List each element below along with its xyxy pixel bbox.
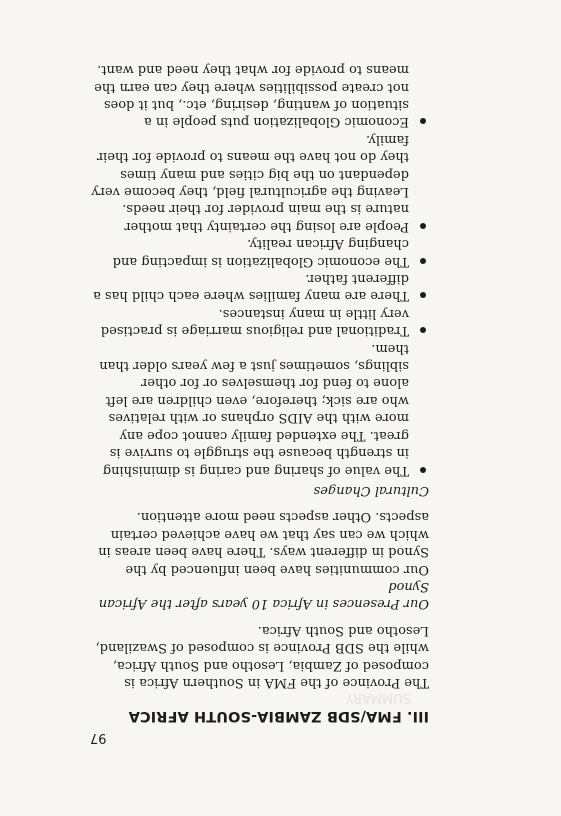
bullet-icon — [420, 258, 426, 264]
bullet-icon — [420, 223, 426, 229]
list-item: There are many families where each child has a different father. — [89, 270, 429, 305]
list-item: The value of sharing and caring is diminishing in strength because the struggle to survive is great. The extended family cannot cope any more with the AIDS orphans or with relatives who are sick; therefore, even children are left alone to fend for themselves or for other siblings, sometimes just a few years older than them. — [89, 339, 429, 478]
page-content — [89, 61, 429, 724]
bullet-icon — [420, 118, 426, 124]
bullet-icon — [420, 327, 426, 333]
list-item: The economic Globalization is impacting and changing African reality. — [89, 235, 429, 270]
presence-subheading: Our Presences in Africa 10 years after the African Synod — [98, 578, 429, 612]
cultural-changes-subheading: Cultural Changes — [313, 482, 429, 498]
bullet-icon — [420, 292, 426, 298]
presence-paragraph: Our communities have been influenced by the Synod in different ways. There have been areas in which we can say that we have achieved certain aspects. Other aspects need more attention. — [98, 509, 429, 577]
bleed-through-text: SUMMARY — [345, 690, 411, 705]
cultural-changes-list — [89, 61, 429, 479]
bullet-icon — [420, 467, 426, 473]
list-item: People are losing the certainty that mother nature is the main provider for their needs. Leaving the agricultural field, they become very dependant on the big cities and many times they do not have the means to provide for their family. — [89, 130, 429, 234]
list-item: Traditional and religious marriage is practised very little in many instances. — [89, 304, 429, 339]
intro-paragraph: The Province of the FMA in Southern Africa is composed of Zambia, Lesotho and South Africa, while the SDB Province is composed of Swaziland, Lesotho and South Africa. — [95, 622, 429, 690]
section-heading: III. FMA/SDB ZAMBIA-SOUTH AFRICA — [128, 708, 429, 724]
page-number: 97 — [90, 730, 107, 745]
list-item: Economic Globalization puts people in a situation of wanting, desiring, etc., but it does not create possibilities where they can earn the means to provide for what they need and want. — [89, 61, 429, 131]
